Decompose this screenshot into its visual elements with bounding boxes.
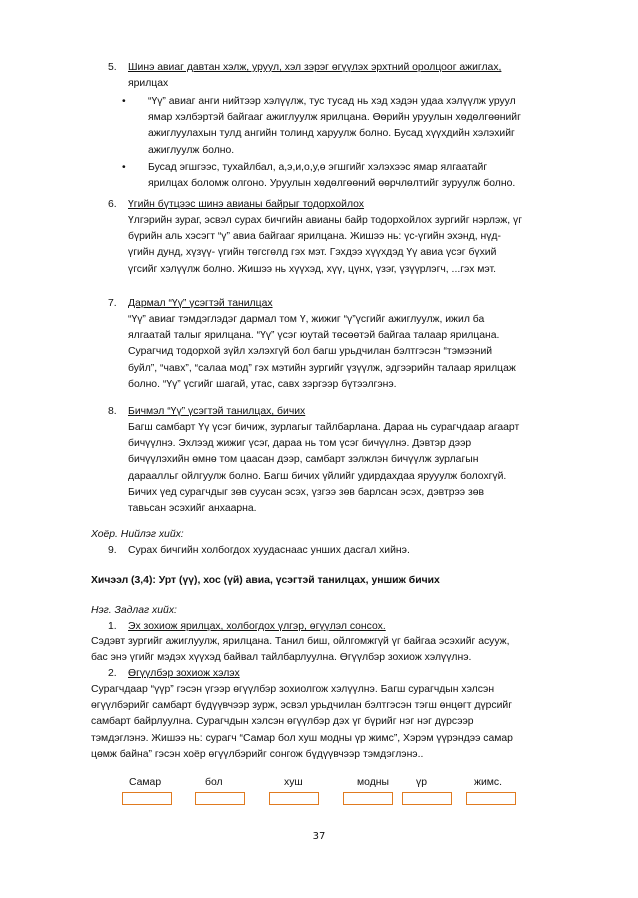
word-box-2 [195, 792, 245, 805]
text-line: бичүүлэхийн өмнө том цаасан дээр, самбарт зэлжлэн бичүүлж зурлагын [128, 454, 479, 466]
item-7-body [128, 312, 554, 393]
item-5-bullet-1 [148, 94, 554, 159]
item-6-body [128, 213, 554, 278]
item-6-title: Үгийн бүтцээс шинэ авианы байрыг тодорхойлох [128, 199, 365, 210]
word-box-4 [343, 792, 393, 805]
text-line: үгсийг хэлүүлж болно. Жишээ нь хүүхэд, хүү, цүнх, үзэг, үзүүрлэгч, ...гэх мэт. [128, 263, 496, 275]
text-line: үгийн дунд, хүзүү- үгийн төгсгөлд гэх мэт. Гэхдээ хүүхдэд Үү авиа үсэг бүхий [128, 247, 497, 259]
text-line: ялгаатай талыг ярилцана. “Үү” үсэг юутай төсөөтэй байгаа талаар ярилцана. [128, 330, 500, 342]
text-line: бүрийн аль хэсэгт “ү” авиа байгааг ярилцана. Жишээ нь: үс-үгийн эхэнд, нүд- [128, 231, 501, 243]
text-line: бас энэ үгийг мэдэх хүүхэд байвал тайлбарлуулна. Өгүүлбэр зохиож хэлүүлнэ. [91, 652, 472, 664]
text-line: Бусад эгшгээс, тухайлбал, а,э,и,о,у,ө эгшгийг хэлэхээс ямар ялгаатайг [148, 162, 488, 173]
bullet-icon: • [122, 96, 126, 107]
text-line: ажиглуулахын тулд ангийн толинд харуулж болно. Бусад хүүхдийн хэлэхийг [148, 128, 515, 140]
sentence-word-4: модны [357, 777, 389, 788]
item-9-number: 9. [108, 545, 117, 556]
item-5-number: 5. [108, 62, 117, 73]
text-line: ярилцах боломж олгоно. Уруулын хөдөлгөөний өөрчлөлтийг зуруулж болно. [148, 178, 516, 190]
sentence-word-2: бол [205, 777, 223, 788]
text-line: “Үү” авиаг тэмдэглэдэг дармал том Ү, жижиг “ү”үсгийг ажиглуулж, ижил ба [128, 314, 485, 325]
text-line: цөмж байна” гэсэн хоёр өгүүлбэрийг сонгож бүдүүвчээр тэмдэглэнэ.. [91, 748, 424, 760]
text-line: Сэдэвт зургийг ажиглуулж, ярилцана. Танил биш, ойлгомжгүй үг байгаа эсэхийг асууж, [91, 636, 510, 647]
text-line: самбарт байрлуулна. Сурагчдын хэлсэн өгүүлбэр дэх үг бүрийг нэг нэг дүрсээр [91, 716, 474, 728]
text-line: тавьсан эсэхийг анхаарна. [128, 503, 257, 515]
text-line: Багш самбарт Үү үсэг бичиж, зурлагыг тайлбарлана. Дараа нь сурагчдаар агаарт [128, 422, 520, 433]
lesson-title: Хичээл (3,4): Урт (үү), хос (үй) авиа, үсэгтэй танилцах, уншиж бичих [91, 575, 440, 586]
part-two-heading: Хоёр. Нийлэг хийх: [91, 529, 184, 540]
sentence-word-6: жимс. [474, 777, 502, 788]
word-box-3 [269, 792, 319, 805]
sentence-word-5: үр [416, 777, 427, 788]
text-line: өгүүлбэрийг самбарт бүдүүвчээр зурж, эсвэл урьдчилан бэлтгэсэн тэгш өнцөгт дүрсийг [91, 700, 512, 712]
item-5-bullet-2 [148, 160, 554, 192]
text-line: тэмдэглэнэ. Жишээ нь: сурагч “Самар бол хуш модны үр жимс”, Хэрэм үүрэндээ самар [91, 732, 513, 744]
step-1-title: Эх зохиож ярилцах, холбогдох үлгэр, өгүүлэл сонсох. [128, 621, 386, 632]
step-2-body [91, 682, 554, 763]
text-line: Үлгэрийн зураг, эсвэл сурах бичгийн авианы байр тодорхойлох зургийг нэрлэж, үг [128, 215, 523, 226]
text-line: болно. “Үү” үсгийг шагай, утас, савх зэргээр бүтээлгэнэ. [128, 378, 397, 390]
text-line: бичүүлнэ. Эхлээд жижиг үсэг, дараа нь том үсэг бичүүлнэ. Дэвтэр дээр [128, 438, 472, 450]
page-number: 37 [312, 831, 326, 842]
item-8-title: Бичмэл “Үү” үсэгтэй танилцах, бичих [128, 406, 306, 417]
item-5-title: Шинэ авиаг давтан хэлж, уруул, хэл зэрэг өгүүлэх эрхтний оролцоог ажиглах, [128, 62, 502, 73]
text-line: Сурагчдаар “үүр” гэсэн үгээр өгүүлбэр зохиолгож хэлүүлнэ. Багш сурагчдын хэлсэн [91, 684, 495, 695]
text-line: буйл”, “чавх”, “салаа мод” гэх мэтийн зургийг үзүүлж, эдгээрийн талаар ярилцаж [128, 362, 516, 374]
item-9-text: Сурах бичгийн холбогдох хуудаснаас унших дасгал хийнэ. [128, 545, 410, 556]
step-2-number: 2. [108, 668, 117, 679]
sentence-word-1: Самар [129, 777, 162, 788]
item-6-number: 6. [108, 199, 117, 210]
word-box-5 [402, 792, 452, 805]
word-box-1 [122, 792, 172, 805]
word-box-6 [466, 792, 516, 805]
sentence-word-3: хуш [284, 777, 303, 788]
step-2-title: Өгүүлбэр зохиож хэлэх [128, 668, 240, 679]
text-line: “Үү” авиаг анги нийтээр хэлүүлж, тус тусад нь хэд хэдэн удаа хэлүүлж уруул [148, 96, 516, 107]
text-line: дараалльг ойлгуулж болно. Багш бичих үйлийг удирдахдаа ярууулж болохгүй. [128, 470, 507, 482]
item-8-body [128, 420, 554, 517]
text-line: Сурагчид тодорхой зүйл хэлэхгүй бол багш урьдчилан бэлтгэсэн “тэмээний [128, 346, 493, 358]
bullet-icon: • [122, 162, 126, 173]
item-5-title-cont: ярилцах [128, 78, 169, 89]
step-1-body [91, 634, 554, 666]
item-8-number: 8. [108, 406, 117, 417]
item-7-number: 7. [108, 298, 117, 309]
part-one-heading: Нэг. Задлаг хийх: [91, 605, 177, 616]
step-1-number: 1. [108, 621, 117, 632]
text-line: ажиглуулж болно. [148, 144, 235, 156]
text-line: Бичих үед сурагчдыг зөв суусан эсэх, үзгээ зөв барлсан эсэх, дэвтрээ зөв [128, 486, 485, 498]
text-line: ямар хэлбэртэй байгааг ажиглуулж ярилцана. Өөрийн уруулын хөдөлгөөнийг [148, 112, 521, 124]
item-7-title: Дармал “Үү” үсэгтэй танилцах [128, 298, 273, 309]
